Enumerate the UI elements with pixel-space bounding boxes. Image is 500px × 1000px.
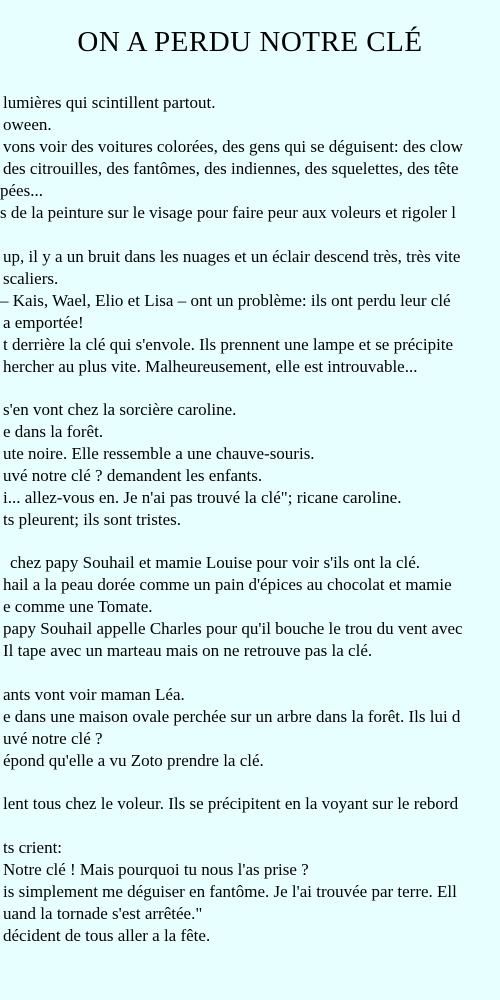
body-line: papy Souhail appelle Charles pour qu'il bouche le trou du vent avec (3, 619, 463, 638)
body-line: uvé notre clé ? demandent les enfants. (3, 466, 263, 485)
body-line: décident de tous aller a la fête. (3, 926, 211, 945)
body-line: e comme une Tomate. (3, 597, 153, 616)
body-line: lent tous chez le voleur. Ils se précipitent en la voyant sur le rebord (3, 794, 459, 813)
body-line: s'en vont chez la sorcière caroline. (3, 400, 237, 419)
body-line: des citrouilles, des fantômes, des indiennes, des squelettes, des tête (3, 159, 459, 178)
body-line: hercher au plus vite. Malheureusement, elle est introuvable... (3, 357, 418, 376)
body-line: e dans une maison ovale perchée sur un arbre dans la forêt. Ils lui d (3, 707, 461, 726)
body-line: i... allez-vous en. Je n'ai pas trouvé la clé"; ricane caroline. (3, 488, 402, 507)
body-line: uand la tornade s'est arrêtée." (3, 904, 203, 923)
body-line: ute noire. Elle ressemble a une chauve-souris. (3, 444, 315, 463)
body-line: épond qu'elle a vu Zoto prendre la clé. (3, 751, 264, 770)
body-line: oween. (3, 115, 52, 134)
body-line: a emportée! (3, 313, 84, 332)
body-line: hail a la peau dorée comme un pain d'épices au chocolat et mamie (3, 575, 452, 594)
body-line: s de la peinture sur le visage pour faire peur aux voleurs et rigoler l (0, 203, 457, 222)
body-line: e dans la forêt. (3, 422, 104, 441)
body-line: is simplement me déguiser en fantôme. Je l'ai trouvée par terre. Ell (3, 882, 457, 901)
body-line: chez papy Souhail et mamie Louise pour voir s'ils ont la clé. (10, 553, 421, 572)
body-line: Il tape avec un marteau mais on ne retrouve pas la clé. (3, 641, 373, 660)
body-line: vons voir des voitures colorées, des gens qui se déguisent: des clow (3, 137, 463, 156)
page-title: ON A PERDU NOTRE CLÉ (77, 26, 423, 58)
body-line: t derrière la clé qui s'envole. Ils prennent une lampe et se précipite (3, 335, 454, 354)
body-line: scaliers. (3, 269, 59, 288)
body-line: – Kais, Wael, Elio et Lisa – ont un problème: ils ont perdu leur clé (0, 291, 451, 310)
body-line: lumières qui scintillent partout. (3, 93, 216, 112)
body-line: pées... (0, 181, 43, 200)
body-line: up, il y a un bruit dans les nuages et un éclair descend très, très vite (3, 247, 461, 266)
body-line: uvé notre clé ? (3, 729, 103, 748)
body-line: Notre clé ! Mais pourquoi tu nous l'as prise ? (3, 860, 309, 879)
body-line: ts pleurent; ils sont tristes. (3, 510, 182, 529)
body-line: ants vont voir maman Léa. (3, 685, 185, 704)
body-line: ts crient: (3, 838, 63, 857)
